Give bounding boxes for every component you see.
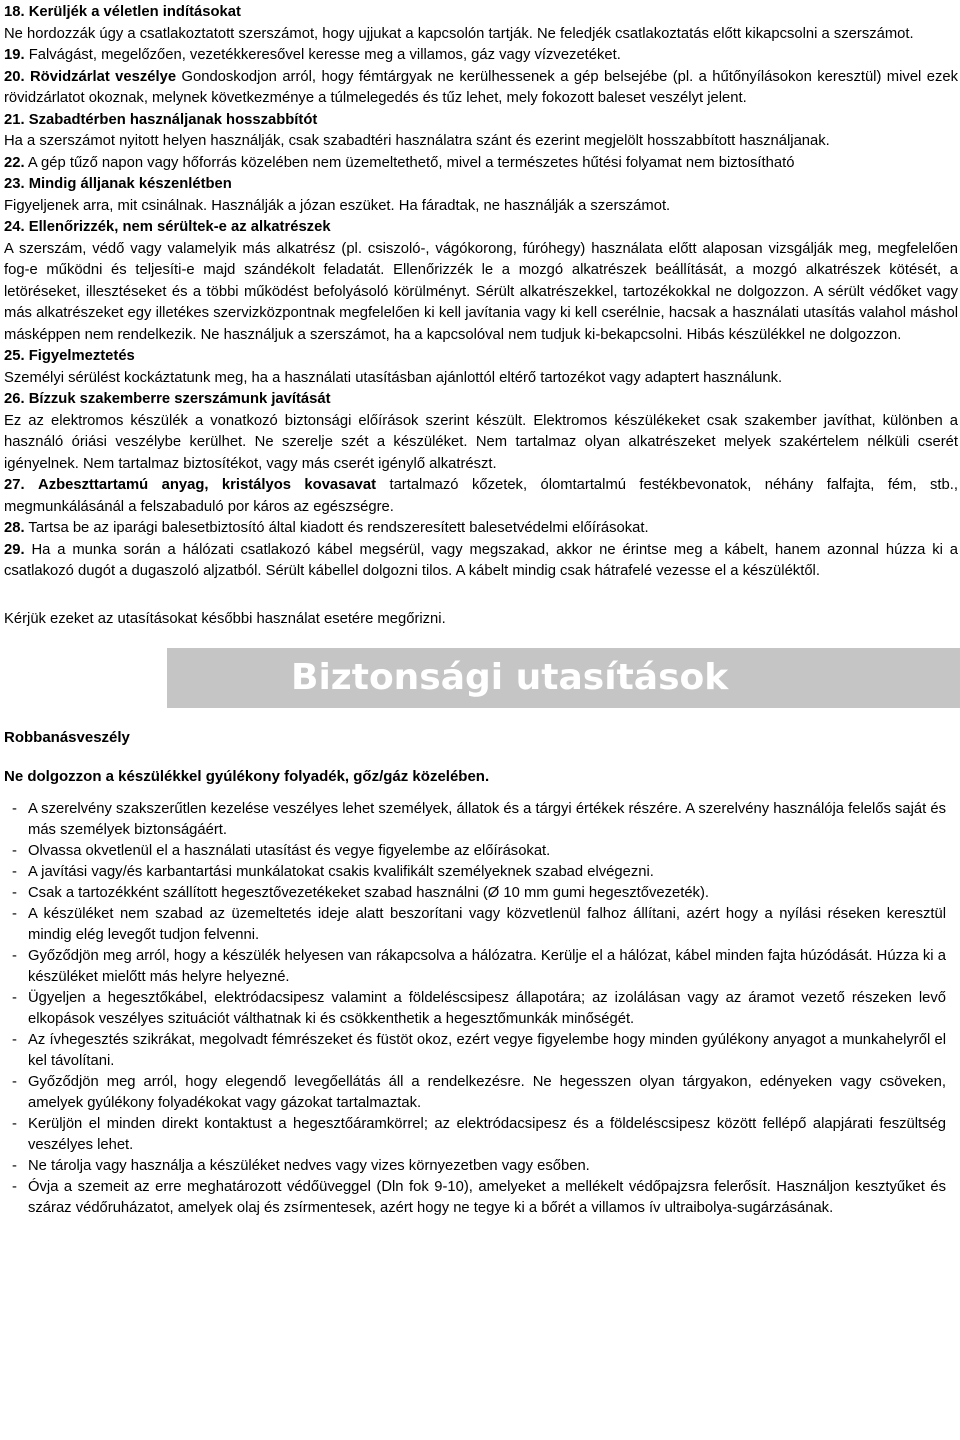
bullet-item (4, 1177, 958, 1219)
item-27: 27. Azbeszttartamú anyag, kristályos kovasavat tartalmazó kőzetek, ólomtartalmú festékbevonatok, néhány falfajta, fém, stb., megmunkálásánál a felszabaduló por káros az egészségre. (4, 477, 958, 515)
numbered-instructions (4, 0, 958, 583)
dash-marker: - (12, 843, 17, 859)
subsection-title: Robbanásveszély (4, 729, 130, 746)
item-22: 22. A gép tűző napon vagy hőforrás közelében nem üzemeltethető, mivel a természetes hűtési folyamat nem biztosítható (4, 154, 795, 171)
item-23: 23. Mindig álljanak készenlétben (4, 176, 232, 192)
bullet-item (4, 904, 958, 946)
bullet-text: A készüléket nem szabad az üzemeltetés ideje alatt beszorítani vagy közvetlenül falhoz állítani, azért hogy a nyílási réseken keresztül mindig elég levegőt tudjon felvenni. (28, 906, 946, 943)
dash-marker: - (12, 990, 17, 1006)
dash-marker: - (12, 906, 17, 922)
bullet-text: A szerelvény szakszerűtlen kezelése veszélyes lehet személyek, állatok és a tárgyi értékek részére. A szerelvény használója felelős saját és más személyek biztonságáért. (28, 801, 946, 838)
item-21-body: Ha a szerszámot nyitott helyen használják, csak szabadtéri használatra szánt és ezerint megjelölt hosszabbított használjanak. (4, 133, 830, 149)
item-19: 19. Falvágást, megelőzően, vezetékkeresővel keresse meg a villamos, gáz vagy vízvezetéket. (4, 47, 621, 63)
document-page (4, 0, 958, 1219)
bullet-text: Az ívhegesztés szikrákat, megolvadt fémrészeket és füstöt okoz, ezért vegye figyelembe hogy minden gyúlékony anyagot a munkahelyről el kel távolítani. (28, 1032, 946, 1069)
dash-marker: - (12, 1074, 17, 1090)
dash-marker: - (12, 1116, 17, 1132)
item-18-body: Ne hordozzák úgy a csatlakoztatott szerszámot, hogy ujjukat a kapcsolón tartják. Ne feledjék csatlakoztatás előtt kikapcsolni a szerszámot. (4, 25, 914, 42)
dash-marker: - (12, 1179, 17, 1195)
bullet-text: Győződjön meg arról, hogy a készülék helyesen van rákapcsolva a hálózatra. Kerülje el a hálózat, kábel minden fajta húzódását. Húzza ki a készüléket mielőtt más helyre helyezné. (28, 948, 946, 985)
warning-line: Ne dolgozzon a készülékkel gyúlékony folyadék, gőz/gáz közelében. (4, 768, 490, 785)
item-26: 26. Bízzuk szakemberre szerszámunk javítását (4, 391, 331, 407)
item-24: 24. Ellenőrizzék, nem sérültek-e az alkatrészek (4, 219, 331, 235)
bullet-text: A javítási vagy/és karbantartási munkálatokat csakis kvalifikált személyeknek szabad elvégezni. (28, 864, 654, 880)
bullet-item (4, 862, 958, 883)
dash-marker: - (12, 885, 17, 901)
bullet-text: Olvassa okvetlenül el a használati utasítást és vegye figyelembe az előírásokat. (28, 843, 551, 859)
dash-marker: - (12, 864, 17, 880)
bullet-text: Kerüljön el minden direkt kontaktust a hegesztőáramkörrel; az elektródacsipesz és a földeléscsipesz között fellépő alapjárati feszültség veszélyes lehet. (28, 1116, 946, 1153)
item-29: 29. Ha a munka során a hálózati csatlakozó kábel megsérül, vagy megszakad, akkor ne érintse meg a kábelt, hanem azonnal húzza ki a csatlakozó dugót a dugaszoló aljzatból. Sérült kábellel dolgozni tilos. A kábelt mindig csak hátrafelé vezesse el a készüléktől. (4, 541, 958, 579)
item-18: 18. Kerüljék a véletlen indításokat (4, 4, 241, 20)
section-header (4, 648, 958, 746)
item-25-body: Személyi sérülést kockáztatunk meg, ha a használati utasításban ajánlottól eltérő tartozékot vagy adaptert használunk. (4, 369, 783, 386)
item-20: 20. Rövidzárlat veszélye Gondoskodjon arról, hogy fémtárgyak ne kerülhessenek a gép belsejébe (pl. a hűtőnyílásokon keresztül) mivel ezek rövidzárlatot okoznak, melynek következménye a túlmelegedés és tűz lehet, mely fokozott baleset veszélyt jelent. (4, 68, 958, 106)
item-28: 28. Tartsa be az iparági balesetbiztosító által kiadott és rendszeresített balesetvédelmi előírásokat. (4, 520, 649, 536)
bullet-item (4, 1030, 958, 1072)
bullet-text: Óvja a szemeit az erre meghatározott védőüveggel (Dln fok 9-10), amelyeket a mellékelt védőpajzsra felerősít. Használjon kesztyűket és száraz védőruházatot, amelyek olaj és zsírmentesek, azért hogy ne tegye ki a bőrét a villamos ív ultraibolya-sugárzásának. (28, 1179, 946, 1216)
bullet-text: Ügyeljen a hegesztőkábel, elektródacsipesz valamint a földeléscsipesz állapotára; az izolálásan vagy az áramot vezető részeken levő elkopások veszélyes szituációt válthatnak ki és csökkenthetik a hegesztőmunkák minőségét. (28, 990, 946, 1027)
item-21: 21. Szabadtérben használjanak hosszabbítót (4, 111, 318, 128)
dash-marker: - (12, 801, 17, 817)
keep-instructions-note: Kérjük ezeket az utasításokat későbbi használat esetére megőrizni. (4, 610, 446, 627)
bullet-item (4, 841, 958, 862)
item-26-body: Ez az elektromos készülék a vonatkozó biztonsági előírások szerint készült. Elektromos készülékeket csak szakember javíthat, különben a használó óriási veszélybe kerülhet. Ne szerelje szét a készüléket. Nem tartalmaz olyan alkatrészeket melyek szakértelem nélküli cserét igényelnek. Nem tartalmaz biztosítékot, vagy más cserét igénylő alkatrészt. (4, 412, 958, 472)
section-banner-title: Biztonsági utasítások (167, 648, 960, 708)
bullet-item (4, 988, 958, 1030)
bullet-item (4, 1114, 958, 1156)
item-24-body: A szerszám, védő vagy valamelyik más alkatrész (pl. csiszoló-, vágókorong, fúróhegy) használata előtt alaposan vizsgálják meg, megfelelően fog-e működni és teljesíti-e majd szándékolt feladatát. Ellenőrizzék le a mozgó alkatrészek beállítását, a mozgó alkatrészek kötését, a letöréseket, illesztéseket és a többi működést befolyásoló körülményt. Sérült alkatrészekkel, tartozékokkal ne dolgozzon. A sérült védőket vagy más alkatrészeket egy illetékes szervizközpontnak megfelelően ki kell javítania vagy ki kell cserélnie, hacsak a használati utasítás valahol máshol másképpen nem rendelkezik. Ne használjuk a szerszámot, ha a kapcsolóval nem tudjuk ki-bekapcsolni. Hibás készülékkel ne dolgozzon. (4, 240, 958, 343)
safety-bullet-list (4, 799, 958, 1219)
item-23-body: Figyeljenek arra, mit csinálnak. Használják a józan eszüket. Ha fáradtak, ne használják a szerszámot. (4, 197, 671, 214)
bullet-text: Győződjön meg arról, hogy elegendő levegőellátás áll a rendelkezésre. Ne hegesszen olyan tárgyakon, edényeken vagy csöveken, amelyek gyúlékony folyadékokat vagy gázokat tartalmaztak. (28, 1074, 946, 1111)
dash-marker: - (12, 948, 17, 964)
spacer (4, 583, 958, 609)
bullet-item (4, 799, 958, 841)
item-25: 25. Figyelmeztetés (4, 348, 135, 364)
bullet-text: Csak a tartozékként szállított hegesztővezetékeket szabad használni (Ø 10 mm gumi hegesztővezeték). (28, 885, 709, 901)
bullet-item (4, 1072, 958, 1114)
dash-marker: - (12, 1032, 17, 1048)
bullet-item (4, 946, 958, 988)
bullet-item (4, 883, 958, 904)
bullet-item (4, 1156, 958, 1177)
dash-marker: - (12, 1158, 17, 1174)
bullet-text: Ne tárolja vagy használja a készüléket nedves vagy vizes környezetben vagy esőben. (28, 1158, 590, 1174)
